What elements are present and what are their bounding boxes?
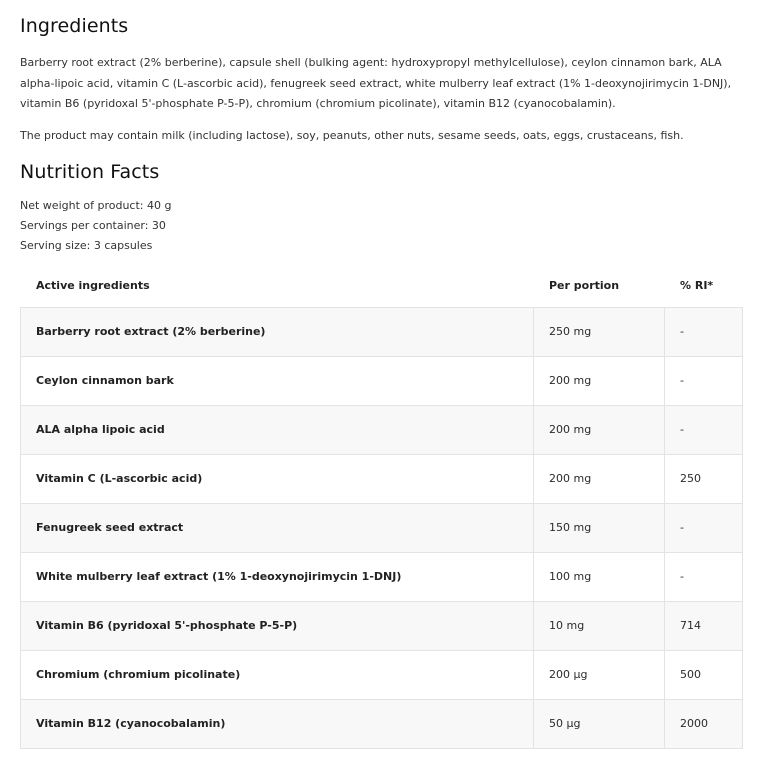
per-portion-value: 50 µg [534, 699, 665, 748]
net-weight: Net weight of product: 40 g [20, 198, 172, 212]
ri-value: - [665, 405, 743, 454]
table-row [21, 405, 743, 454]
table-row [21, 454, 743, 503]
ingredient-name: Vitamin C (L-ascorbic acid) [21, 454, 534, 503]
table-header-row [21, 263, 743, 307]
table-row [21, 552, 743, 601]
ri-value: - [665, 356, 743, 405]
nutrition-table [20, 263, 743, 749]
ri-value: 2000 [665, 699, 743, 748]
servings-per-container: Servings per container: 30 [20, 218, 166, 232]
header-ri: % RI* [665, 263, 743, 307]
ingredients-heading: Ingredients [20, 15, 129, 37]
header-per-portion: Per portion [534, 263, 665, 307]
allergen-statement: The product may contain milk (including lactose), soy, peanuts, other nuts, sesame seeds, oats, eggs, crustaceans, fish. [20, 128, 684, 142]
ingredient-name: White mulberry leaf extract (1% 1-deoxynojirimycin 1-DNJ) [21, 552, 534, 601]
header-active-ingredients: Active ingredients [21, 263, 534, 307]
per-portion-value: 200 mg [534, 454, 665, 503]
ingredient-name: Fenugreek seed extract [21, 503, 534, 552]
table-row [21, 601, 743, 650]
ingredient-name: ALA alpha lipoic acid [21, 405, 534, 454]
serving-size: Serving size: 3 capsules [20, 238, 153, 252]
ingredient-name: Ceylon cinnamon bark [21, 356, 534, 405]
ri-value: - [665, 552, 743, 601]
ri-value: 250 [665, 454, 743, 503]
ri-value: - [665, 503, 743, 552]
per-portion-value: 200 µg [534, 650, 665, 699]
ri-value: 714 [665, 601, 743, 650]
ingredient-name: Vitamin B12 (cyanocobalamin) [21, 699, 534, 748]
table-row [21, 699, 743, 748]
per-portion-value: 100 mg [534, 552, 665, 601]
per-portion-value: 200 mg [534, 405, 665, 454]
ingredient-name: Vitamin B6 (pyridoxal 5'-phosphate P-5-P) [21, 601, 534, 650]
nutrition-meta [20, 196, 742, 256]
table-row [21, 650, 743, 699]
table-row [21, 307, 743, 356]
ri-value: - [665, 307, 743, 356]
per-portion-value: 250 mg [534, 307, 665, 356]
ingredient-name: Barberry root extract (2% berberine) [21, 307, 534, 356]
per-portion-value: 10 mg [534, 601, 665, 650]
ingredients-text: Barberry root extract (2% berberine), capsule shell (bulking agent: hydroxypropyl methylcellulose), ceylon cinnamon bark, ALA alpha-lipoic acid, vitamin C (L-ascorbic acid), fenugreek seed extract, white mulberry leaf extract (1% 1-deoxynojirimycin 1-DNJ), vitamin B6 (pyridoxal 5'-phosphate P-5-P), chromium (chromium picolinate), vitamin B12 (cyanocobalamin). [20, 56, 732, 110]
per-portion-value: 200 mg [534, 356, 665, 405]
ingredient-name: Chromium (chromium picolinate) [21, 650, 534, 699]
table-row [21, 356, 743, 405]
ri-value: 500 [665, 650, 743, 699]
per-portion-value: 150 mg [534, 503, 665, 552]
nutrition-facts-heading: Nutrition Facts [20, 160, 160, 183]
table-row [21, 503, 743, 552]
